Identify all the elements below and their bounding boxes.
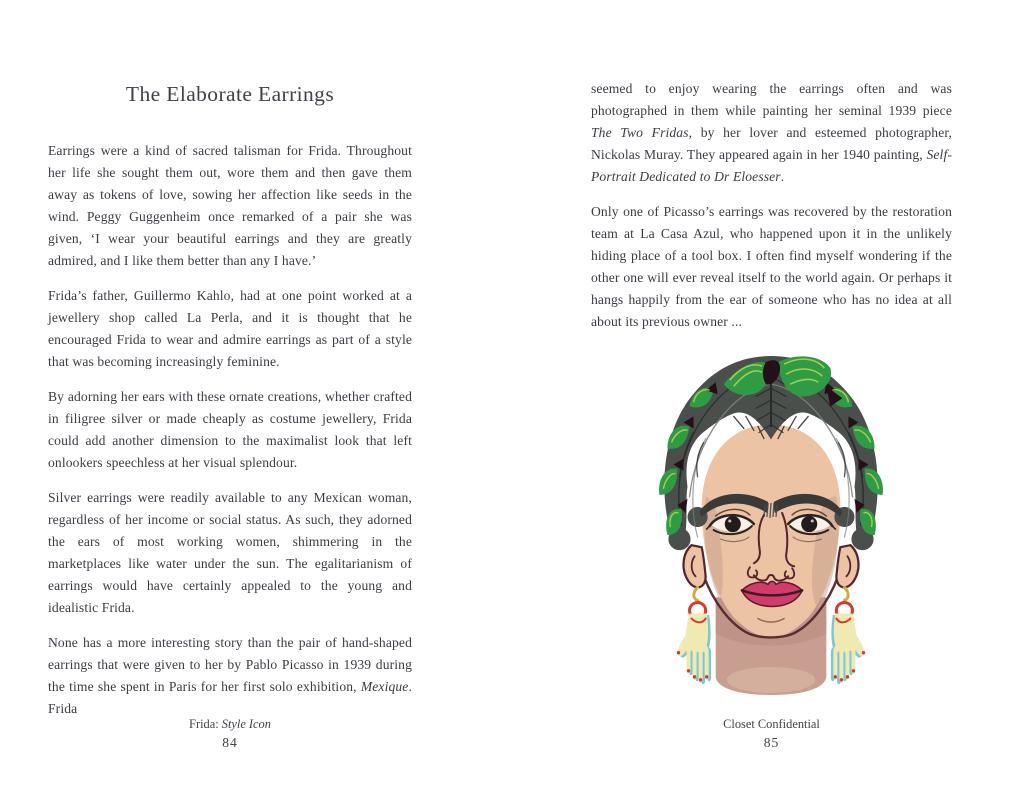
right-page xyxy=(508,0,1016,802)
right-running-footer xyxy=(591,716,952,751)
paragraph: None has a more interesting story than the pair of hand-shaped earrings that were given to her by Pablo Picasso in 1939 during the time she spent in Paris for her first solo exhibition, Mexique. Frida xyxy=(48,635,412,716)
chapter-title: The Elaborate Earrings xyxy=(125,82,335,106)
page-number-left: 84 xyxy=(222,735,238,750)
ear-with-hand-earring xyxy=(677,545,711,684)
paragraph: seemed to enjoy wearing the earrings often and was photographed in them while painting her seminal 1939 piece The Two Fridas, by her lover and esteemed photographer, Nickolas Muray. They appeared again in her 1940 painting, Self-Portrait Dedicated to Dr Eloesser. xyxy=(591,81,952,184)
left-body-text xyxy=(48,140,412,720)
paragraph: Earrings were a kind of sacred talisman for Frida. Throughout her life she sought them out, wore them and then gave them away as tokens of love, sowing her affection like seeds in the wind. Peggy Guggenheim once remarked of a pair she was given, ‘I wear your beautiful earrings and they are greatly admired, and I like them better than any I have.’ xyxy=(48,143,412,268)
frida-portrait-illustration xyxy=(645,346,897,698)
paragraph: Silver earrings were readily available to any Mexican woman, regardless of her income or social status. As such, they adorned the ears of most working women, shimmering in the marketplaces like water under the sun. The egalitarianism of earrings would have certainly appealed to the young and idealistic Frida. xyxy=(48,490,412,615)
book-title: Frida: Style Icon xyxy=(189,717,271,731)
paragraph: Frida’s father, Guillermo Kahlo, had at one point worked at a jewellery shop called La Perla, and it is thought that he encouraged Frida to wear and admire earrings as part of a style that was becoming increasingly feminine. xyxy=(48,288,412,369)
right-body-text xyxy=(591,78,952,333)
frida-portrait xyxy=(645,346,897,698)
page-number-right: 85 xyxy=(763,735,780,750)
left-running-footer xyxy=(48,716,412,751)
paragraph: By adorning her ears with these ornate creations, whether crafted in filigree silver or made cheaply as costume jewellery, Frida could add another dimension to the maximalist look that left onlookers speechless at her visual splendour. xyxy=(48,389,412,470)
book-title: Closet Confidential xyxy=(723,717,820,731)
paragraph: Only one of Picasso’s earrings was recovered by the restoration team at La Casa Azul, who happened upon it in the unlikely hiding place of a tool box. I often find myself wondering if the other one will ever reveal itself to the world again. Or perhaps it hangs happily from the ear of someone who has no idea at all about its previous owner ... xyxy=(591,204,952,329)
